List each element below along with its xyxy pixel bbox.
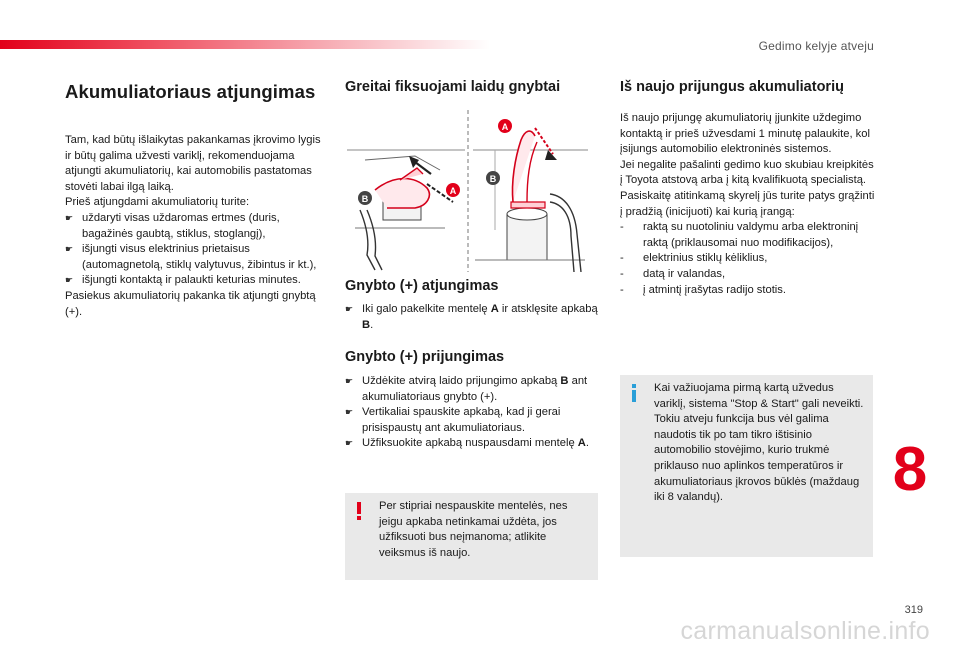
reinit-list (620, 220, 876, 298)
list-item: ☛ Užfiksuokite apkabą nuspausdami mentelę A. (345, 436, 600, 452)
list-item: ☛ Vertikaliai spauskite apkabą, kad ji gerai prisispaustų ant akumuliatoriaus. (345, 406, 561, 434)
intro-paragraph: Tam, kad būtų išlaikytas pakankamas įkrovimo lygis ir būtų galima užvesti variklį, rekomenduojama atjungti akumuliatorių, kai automobilis pastatomas stovėti labai ilgą laiką. (65, 134, 321, 193)
svg-text:A: A (501, 122, 509, 132)
label-a2-badge (498, 119, 512, 133)
list-item: ☛ išjungti kontaktą ir palaukti keturias minutes. (65, 273, 327, 289)
connect-list (345, 374, 600, 452)
warning-note (345, 493, 598, 580)
pointer-icon: ☛ (345, 376, 354, 386)
svg-text:B: B (361, 194, 369, 204)
column-battery-disconnect (65, 78, 327, 320)
pointer-icon: ☛ (65, 275, 74, 286)
list-item: - į atmintį įrašytas radijo stotis. (620, 283, 786, 296)
label-b2-badge (486, 171, 500, 185)
reconnect-paragraph-2: Jei negalite pašalinti gedimo kuo skubiau kreipkitės į Toyota atstovą arba į kitą kvalifikuotą specialistą. (620, 158, 874, 187)
svg-text:A: A (449, 186, 457, 196)
list-item: ☛ Iki galo pakelkite mentelę A ir atsklęsite apkabą B. (345, 303, 598, 331)
column-title: Iš naujo prijungus akumuliatorių (620, 79, 844, 95)
warning-exclamation-icon (353, 501, 365, 521)
outro-paragraph: Pasiekus akumuliatorių pakanka tik atjungti gnybtą (+). (65, 289, 316, 318)
pointer-icon: ☛ (345, 438, 354, 449)
list-item: ☛ uždaryti visas uždaromas ertmes (duris, bagažinės gaubtą, stiklus, stoglangį), (65, 211, 280, 240)
info-icon (628, 383, 640, 403)
warning-text: Per stipriai nespauskite mentelės, nes jeigu apkaba netinkamai uždėta, jos užfiksuoti bus neįmanoma; atlikite veiksmus iš naujo. (379, 500, 568, 559)
disconnect-list (345, 302, 600, 333)
label-a-badge (446, 183, 460, 197)
disconnect-title: Gnybto (+) atjungimas (345, 278, 499, 294)
clamp-closed-drawing (473, 128, 588, 272)
column-reconnect (620, 78, 876, 298)
prep-list (65, 211, 327, 289)
reconnect-paragraph-1: Iš naujo prijungę akumuliatorių įjunkite uždegimo kontaktą ir prieš užvesdami 1 minutę palaukite, kol įsijungs automobilio elektroninės sistemos. (620, 112, 870, 156)
reconnect-paragraph-3: Pasiskaitę atitinkamą skyrelį jūs turite patys grąžinti į pradžią (inicijuoti) kai kurią įrangą: (620, 189, 875, 218)
column-quick-terminals (345, 78, 600, 95)
pointer-icon: ☛ (65, 212, 74, 223)
pointer-icon: ☛ (345, 304, 354, 314)
section-header: Gedimo kelyje atveju (758, 39, 874, 53)
disconnect-section (345, 278, 600, 333)
connect-title: Gnybto (+) prijungimas (345, 349, 505, 365)
list-item: ☛ Uždėkite atvirą laido prijungimo apkabą B ant akumuliatoriaus gnybto (+). (345, 375, 588, 403)
info-text: Kai važiuojama pirmą kartą užvedus variklį, sistema "Stop & Start" gali neveikti. Tokiu atveju funkcija bus vėl galima naudotis tik po tam tikro ištisinio automobilio stovėjimo, kurio trukmė priklauso nuo aplinkos temperatūros ir akumuliatoriaus įkrovos būklės (maždaug iki 8 valandų). (654, 382, 864, 504)
pointer-icon: ☛ (345, 407, 354, 418)
watermark: carmanualsonline.info (680, 617, 930, 645)
list-item: ☛ išjungti visus elektrinius prietaisus (automagnetolą, stiklų valytuvus, žibintus ir kt.), (65, 243, 317, 271)
page-number: 319 (904, 604, 923, 616)
chapter-number: 8 (892, 435, 928, 504)
info-note (620, 375, 873, 557)
top-accent-bar (0, 40, 490, 49)
list-item: - datą ir valandas, (620, 267, 726, 280)
page-title: Akumuliatoriaus atjungimas (65, 81, 316, 102)
list-item: - elektrinius stiklų kėliklius, (620, 252, 768, 265)
connect-section (345, 349, 600, 452)
clamp-open-drawing (345, 148, 467, 272)
label-b-badge (358, 191, 372, 205)
terminal-clamp-illustration (345, 110, 590, 272)
pointer-icon: ☛ (65, 244, 74, 255)
column-title: Greitai fiksuojami laidų gnybtai (345, 79, 561, 95)
svg-text:B: B (489, 174, 497, 184)
before-paragraph: Prieš atjungdami akumuliatorių turite: (65, 196, 250, 209)
list-item: - raktą su nuotoliniu valdymu arba elektroninį raktą (priklausomai nuo modifikacijos), (620, 221, 859, 249)
